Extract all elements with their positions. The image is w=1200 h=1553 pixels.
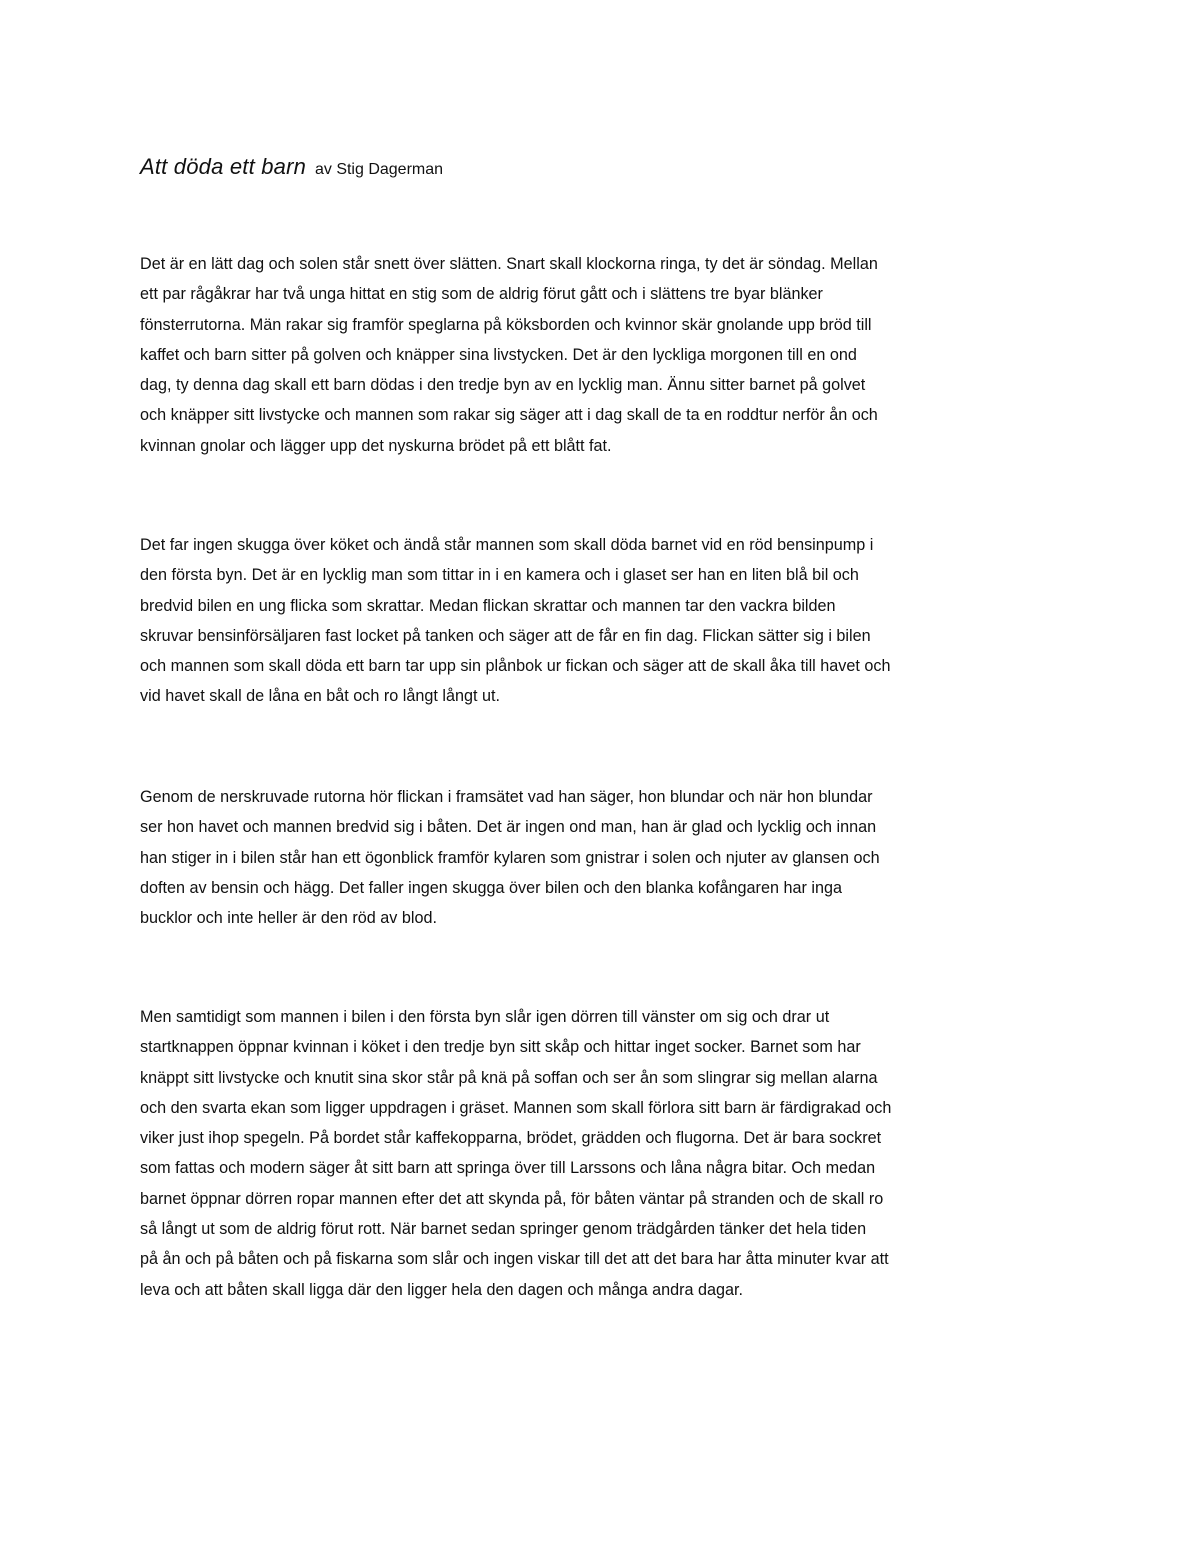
paragraph-2: Det far ingen skugga över köket och ändå står mannen som skall döda barnet vid en röd bensinpump i den första byn. Det är en lycklig man som tittar in i en kamera och i glaset ser han en liten blå bil och bredvid bilen en ung flicka som skrattar. Medan flickan skrattar och mannen tar den vackra bilden skruvar bensinförsäljaren fast locket på tanken och säger att de får en fin dag. Flickan sätter sig i bilen och mannen som skall döda ett barn tar upp sin plånbok ur fickan och säger att de skall åka till havet och vid havet skall de låna en båt och ro långt långt ut.	[140, 536, 891, 706]
document-title	[140, 145, 443, 182]
author-byline: av Stig Dagerman	[314, 161, 444, 178]
title-text: Att döda ett barn	[140, 154, 307, 179]
paragraph-3: Genom de nerskruvade rutorna hör flickan i framsätet vad han säger, hon blundar och när hon blundar ser hon havet och mannen bredvid sig i båten. Det är ingen ond man, han är glad och lycklig och innan han stiger in i bilen står han ett ögonblick framför kylaren som gnistrar i solen och njuter av glansen och doften av bensin och hägg. Det faller ingen skugga över bilen och den blanka kofångaren har inga bucklor och inte heller är den röd av blod.	[140, 788, 880, 928]
paragraph-1: Det är en lätt dag och solen står snett över slätten. Snart skall klockorna ringa, ty det är söndag. Mellan ett par rågåkrar har två unga hittat en stig som de aldrig förut gått och i slättens tre byar blänker fönsterrutorna. Män rakar sig framför speglarna på köksborden och kvinnor skär gnolande upp bröd till kaffet och barn sitter på golven och knäpper sina livstycken. Det är den lyckliga morgonen till en ond dag, ty denna dag skall ett barn dödas i den tredje byn av en lycklig man. Ännu sitter barnet på golvet och knäpper sitt livstycke och mannen som rakar sig säger att i dag skall de ta en roddtur nerför ån och kvinnan gnolar och lägger upp det nyskurna brödet på ett blått fat.	[140, 255, 878, 455]
paragraph-4: Men samtidigt som mannen i bilen i den första byn slår igen dörren till vänster om sig och drar ut startknappen öppnar kvinnan i köket i den tredje byn sitt skåp och hittar inget socker. Barnet som har knäppt sitt livstycke och knutit sina skor står på knä på soffan och ser ån som slingrar sig mellan alarna och den svarta ekan som ligger uppdragen i gräset. Mannen som skall förlora sitt barn är färdigrakad och viker just ihop spegeln. På bordet står kaffekopparna, brödet, grädden och flugorna. Det är bara sockret som fattas och modern säger åt sitt barn att springa över till Larssons och låna några bitar. Och medan barnet öppnar dörren ropar mannen efter det att skynda på, för båten väntar på stranden och de skall ro så långt ut som de aldrig förut rott. När barnet sedan springer genom trädgården tänker det hela tiden på ån och på båten och på fiskarna som slår och ingen viskar till det att det bara har åtta minuter kvar att leva och att båten skall ligga där den ligger hela den dagen och många andra dagar.	[140, 1008, 892, 1299]
